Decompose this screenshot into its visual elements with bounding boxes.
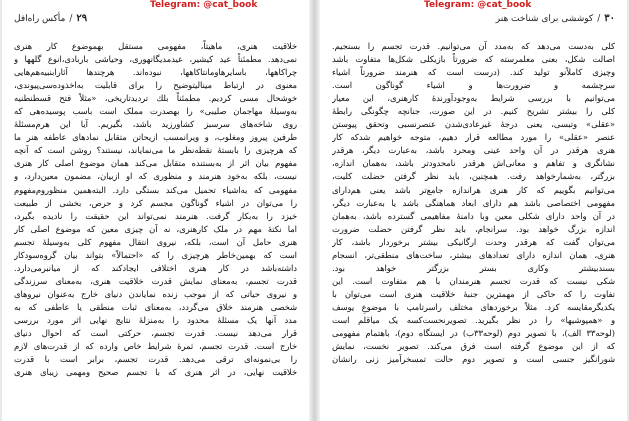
text-line: اصالت شکل، بعنی معلمرسته که ضرورتاً بازیکلی شکل‌ها متفاوت باشد <box>332 54 615 65</box>
text-line: مفهوم بیان اثر از به‌بستنده متقابل می‌کند همان موضوع اصلی کار هنری <box>14 158 297 169</box>
running-title: مأکس راه‌افل <box>14 14 66 24</box>
text-line: است که بهمین‌خاطر هرچیزی را که «احتمالاً» بتواند بیان گروه‌سودکار <box>14 249 297 260</box>
text-line: طرفین پیروز ومغلوب، و ویرانمسب ازیحاتن متقابل نمادهای عاطفه هنر ما <box>14 132 297 143</box>
text-line: که هرچیزی را بابستهٔ نقطه‌نظر ما می‌نمایاند، نیستند؟ روشن است که آنچه <box>14 145 297 156</box>
text-line: قرار می‌دهد نیست. قدرت تجسم، حرکتی است که احوال دنیای <box>14 328 297 339</box>
header-separator: / <box>597 14 601 24</box>
text-line: اندازه بزرگ خواهد بود. سرانجام، باید نظر گرفتن حضلت ضرورت <box>332 223 615 234</box>
text-line: را می‌توان در اشیاء گوناگون مجسم کرد و حرص، بخشی از طبیعت <box>14 197 297 208</box>
text-line: (لوحه۳۳ الف)، با تصویر دوم (لوحه۳۳ب) در ایستگاه دوم)، باهتمام مفهومی <box>332 328 615 339</box>
text-line: مدد آنها یک مسئلهٔ محدود را به‌منزلهٔ نتایج نهایی اثر مورد بررسی <box>14 314 297 325</box>
text-line: کلی به‌دست می‌دهد که به‌مدد آن می‌توانیم. قدرت تجسم را بسنجیم. <box>332 41 615 51</box>
text-line: شکی نیست که قدرت تجسم هنرمندان با هم متفاوت است. این <box>332 275 615 286</box>
running-title: کوششی برای شناخت هنر <box>495 14 594 24</box>
text-line: سرچشمه و ضرورت‌ها و اشیاء گوناگون است. <box>332 80 615 91</box>
text-line: کلی را بیشتر تشریح کنیم. در این صورت، جنانچه چگونگی رابطهٔ <box>332 106 615 117</box>
text-line: نشانگری و تفاهم و معانی‌اش هرقدر نامحدودتر باشد، به‌همان اندازه، <box>332 158 615 169</box>
text-line: یکدیگرمقایسه کرد. مثلاً برخوردهای مختلف راسرتامپ با موضوعِ یوسف <box>332 301 615 312</box>
text-line: بزرگتر، به‌شمارخواهد رفت. همچنین، باید نظر گرفتن حضلت کلیت، <box>332 171 615 182</box>
left-page <box>2 0 309 421</box>
text-line: هنری حامل آن است، بلکه، نیروی انتقال مفهوم کلی به‌وسیلهٔ تجسم <box>14 236 297 247</box>
text-line: خوشحال مسی کردیم. مطمئناً بلك تردیدتاریخی، «مثلاً فتح قسطنطنیه <box>14 93 297 104</box>
text-line: اما نکتهٔ مهم در ملک کارهنری، نه آن چیزی معین که موضوع اصلی کار <box>14 223 297 234</box>
book-gutter <box>309 0 320 421</box>
text-line: معنوی در ارتباط مینالیتوضیح را برای قابلیت به‌اخذوده‌سی‌پیوندی، <box>14 80 297 91</box>
text-line: تفاوت را که حاکی از مهمترین جنبهٔ خلاقیت هنری است می‌توان با <box>332 288 615 299</box>
text-line: خلاقیت هنری، ماهیتاً، مفهومی مستقل بهموضوع کار هنری <box>14 41 297 51</box>
text-line: خیزد را به‌بکار گرفت. هنرمند نمی‌تواند این حقیقت را نادیده بگیرد، <box>14 210 297 221</box>
page-number: ۳۰ <box>604 13 615 24</box>
text-line: که از این موضوع گرفته است فرق می‌کند. تصویر نخست، نمایش <box>332 341 615 352</box>
text-line: هنری هرقدر در آن واحد عینی ومحرد باشد، به‌عبارت دیگر، هرقدر <box>332 145 615 156</box>
text-line: می‌توان گفت که هرقدر وحدت ارگانیکی بیشتر برخوردار باشد، کار <box>332 236 615 247</box>
right-page <box>320 0 627 421</box>
text-line: شورانگیز جنسی است و تصویر دوم حالت تمسخرآمیز زنی رانشان <box>332 354 615 365</box>
text-line: بسندبیشتر وکاری بستر بزرگتر خواهد بود. <box>332 262 615 273</box>
text-line: شخصی هنرمند خلاق می‌گردد، به‌معنای ثبات منطقی یا عاطفی که به <box>14 301 297 312</box>
text-line: و «همپوشیها» را در نظر بگیرید. تصویرنحست‌کسه یک میاقلم است <box>332 314 615 325</box>
text-line: می‌توانیم با بررسی شرایط به‌وجودآورندهٔ کارهنری، این معیار <box>332 93 615 104</box>
text-line: داشته‌باشد در کار هنری اختلافی ایجادکند که از میانبرمی‌دارد. <box>14 262 297 273</box>
text-line: مفهومی که به‌اشیاء تحمیل می‌کند بستگی دارد. البته‌همین منظوروم‌مفهوم <box>14 184 297 195</box>
page-header <box>14 13 297 27</box>
text-line: و نیروی حیاتی که از موجب زنده نمایاندن دنیای خارج به‌عنوان نیروهای <box>14 288 297 299</box>
page-body-text <box>14 40 297 417</box>
text-line: چراکاهها، باسایرها‌ومانتاکاهها، نبوده‌اند. هرچندها آثارابنبیه‌هم‌هایی <box>14 67 297 78</box>
text-line: خارج است. قدرت تجسم، ثمرهٔ شرایط خاص وارده که از قدرت‌های لازم <box>14 341 297 352</box>
page-body-text <box>332 40 615 417</box>
text-line: وچیزی کاملاً‌نو تولید کند. (درست است که هنرمند ضرورتاً اشیاء <box>332 67 615 78</box>
text-line: را بی‌نمونه‌ای ترقی می‌دهد. قدرت تجسم، برابر است با قدرت <box>14 354 297 365</box>
text-line: هنری، همان اندازه دارای تعدادهای بیشتر، ساخت‌های منطقی‌تر، انسجام <box>332 249 615 260</box>
text-line: روی شاخه‌های سرسبز کشاورزید باشد، بگیریم. آیا این هرم‌مسئلهٔ <box>14 119 297 130</box>
text-line: عنصر «عقلی» را مورد مطالعه قرار دهیم، متوجه خواهیم شدکه کار <box>332 132 615 143</box>
text-line: خلاقیت نهایی، در اثر هنری که با تجسم صحیح ومهمی زیبای هنری <box>14 367 297 378</box>
text-line: قدرت تجسم، به‌معنای نمایش قدرت خلاقیت هنری، به‌معنای سرزندگی <box>14 275 297 286</box>
text-line: نیست، بلکه به‌خود هنرمند و منظوری که او ازبیان، مضمون معین‌دارد، و <box>14 171 297 182</box>
text-line: نمی‌دهد. مطمئناً عید کیشیر، عید‌مدیگانهوری، وحیاشی باربادی،انوع گلهها و <box>14 54 297 65</box>
header-separator: / <box>69 14 73 24</box>
text-line: «عقلی» وتبسی، یعنی درجهٔ غیرعادی‌شدن عنصرنسبی وتحقق پیوستن <box>332 119 615 130</box>
page-number: ۲۹ <box>76 13 88 24</box>
page-header <box>332 13 615 27</box>
watermark-text: Telegram: @cat_book <box>424 0 532 10</box>
text-line: می‌توانیم بگوییم که کار هنری هراندازه جامع‌تر باشد یعنی هم‌دارای <box>332 184 615 195</box>
text-line: مفهومی اختصاصی باشد هم دارای ابعاد هماهنگی باشد یا به‌عبارت دیگر، <box>332 197 615 208</box>
watermark-text: Telegram: @cat_book <box>150 0 258 10</box>
text-line: در آن واحد دارای شکلی معین وبا دامنهٔ مفاهیمی گسترده باشد، به‌همان <box>332 210 615 221</box>
text-line: به‌وسیلهٔ مهاجمان صلیبی» را بهصدرت مملک است باسب پوسیده‌هی که <box>14 106 297 117</box>
